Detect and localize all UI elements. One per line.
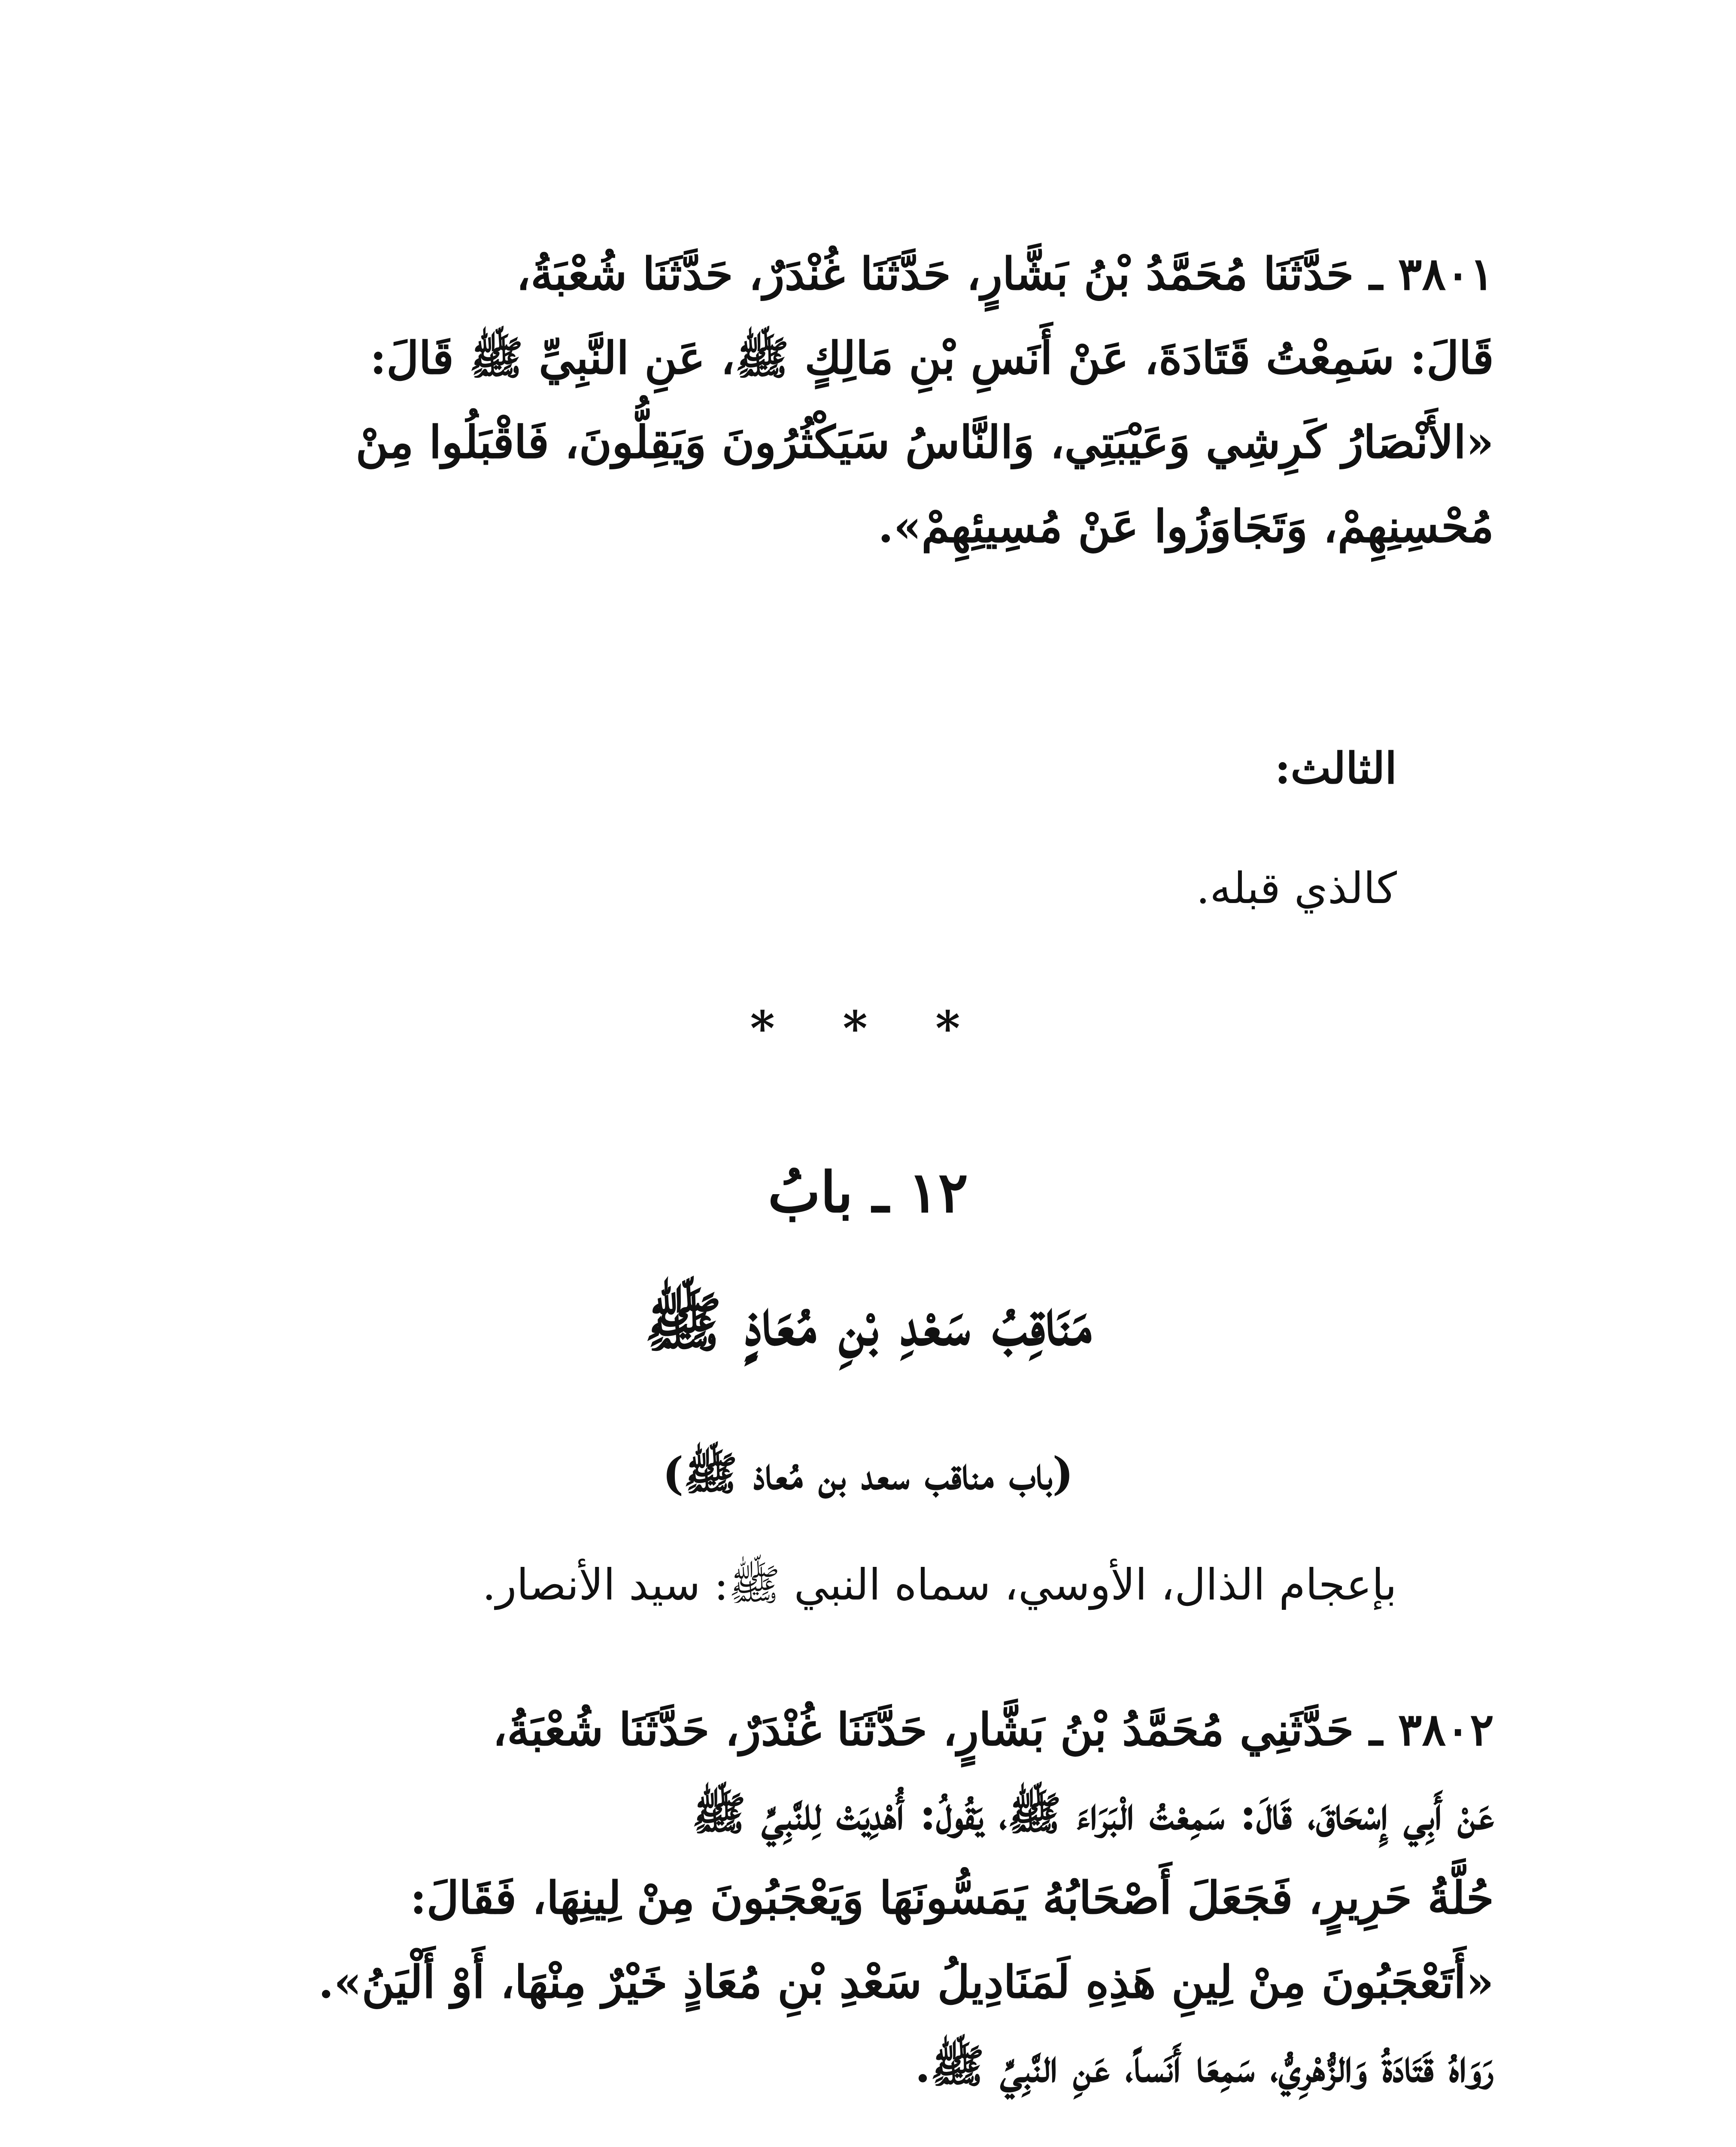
hadith-3802-line-5: رَوَاهُ قَتَادَةُ وَالزُّهْرِيُّ، سَمِعَا أَنَساً، عَنِ النَّبِيِّ ﷺ. <box>915 2040 1494 2092</box>
hadith-3801-line-3: «الأَنْصَارُ كَرِشِي وَعَيْبَتِي، وَالنَّاسُ سَيَكْثُرُونَ وَيَقِلُّونَ، فَاقْبَلُوا مِنْ <box>355 416 1494 468</box>
hadith-3802-line-3: حُلَّةُ حَرِيرٍ، فَجَعَلَ أَصْحَابُهُ يَمَسُّونَهَا وَيَعْجَبُونَ مِنْ لِينِهَا، فَقَالَ: <box>410 1871 1494 1924</box>
hadith-3802-line-4: «أَتَعْجَبُونَ مِنْ لِينِ هَذِهِ لَمَنَادِيلُ سَعْدِ بْنِ مُعَاذٍ خَيْرٌ مِنْهَا، أَوْ أَلْيَنُ». <box>318 1955 1494 2008</box>
chapter-number: ١٢ ـ بابُ <box>768 1159 968 1225</box>
commentary-text: بإعجام الذال، الأوسي، سماه النبي ﷺ: سيد الأنصار. <box>482 1560 1397 1610</box>
commentary-heading: (باب مناقب سعد بن مُعاذ ﷺ) <box>662 1447 1074 1500</box>
hadith-3801 <box>223 232 1494 569</box>
third-label: الثالث: <box>1275 743 1397 794</box>
hadith-3802-line-1: ٣٨٠٢ ـ حَدَّثَنِي مُحَمَّدُ بْنُ بَشَّارٍ، حَدَّثَنَا غُنْدَرٌ، حَدَّثَنَا شُعْبَةُ، <box>492 1703 1494 1756</box>
section-separator: * * * <box>750 1001 986 1056</box>
hadith-3801-line-4: مُحْسِنِهِمْ، وَتَجَاوَزُوا عَنْ مُسِيئِهِمْ». <box>878 500 1494 553</box>
hadith-3801-line-2: قَالَ: سَمِعْتُ قَتَادَةَ، عَنْ أَنَسِ بْنِ مَالِكٍ ﷺ، عَنِ النَّبِيِّ ﷺ قَالَ: <box>370 331 1494 384</box>
hadith-3802 <box>223 1688 1494 2108</box>
hadith-3802-line-2: عَنْ أَبِي إِسْحَاقَ، قَالَ: سَمِعْتُ الْبَرَاءَ ﷺ، يَقُولُ: أُهْدِيَتْ لِلنَّبِيِّ ﷺ <box>692 1787 1494 1840</box>
hadith-3801-line-1: ٣٨٠١ ـ حَدَّثَنَا مُحَمَّدُ بْنُ بَشَّارٍ، حَدَّثَنَا غُنْدَرٌ، حَدَّثَنَا شُعْبَةُ، <box>516 247 1494 300</box>
chapter-title: مَنَاقِبُ سَعْدِ بْنِ مُعَاذٍ ﷺ <box>644 1285 1092 1360</box>
third-text: كالذي قبله. <box>1196 863 1397 913</box>
